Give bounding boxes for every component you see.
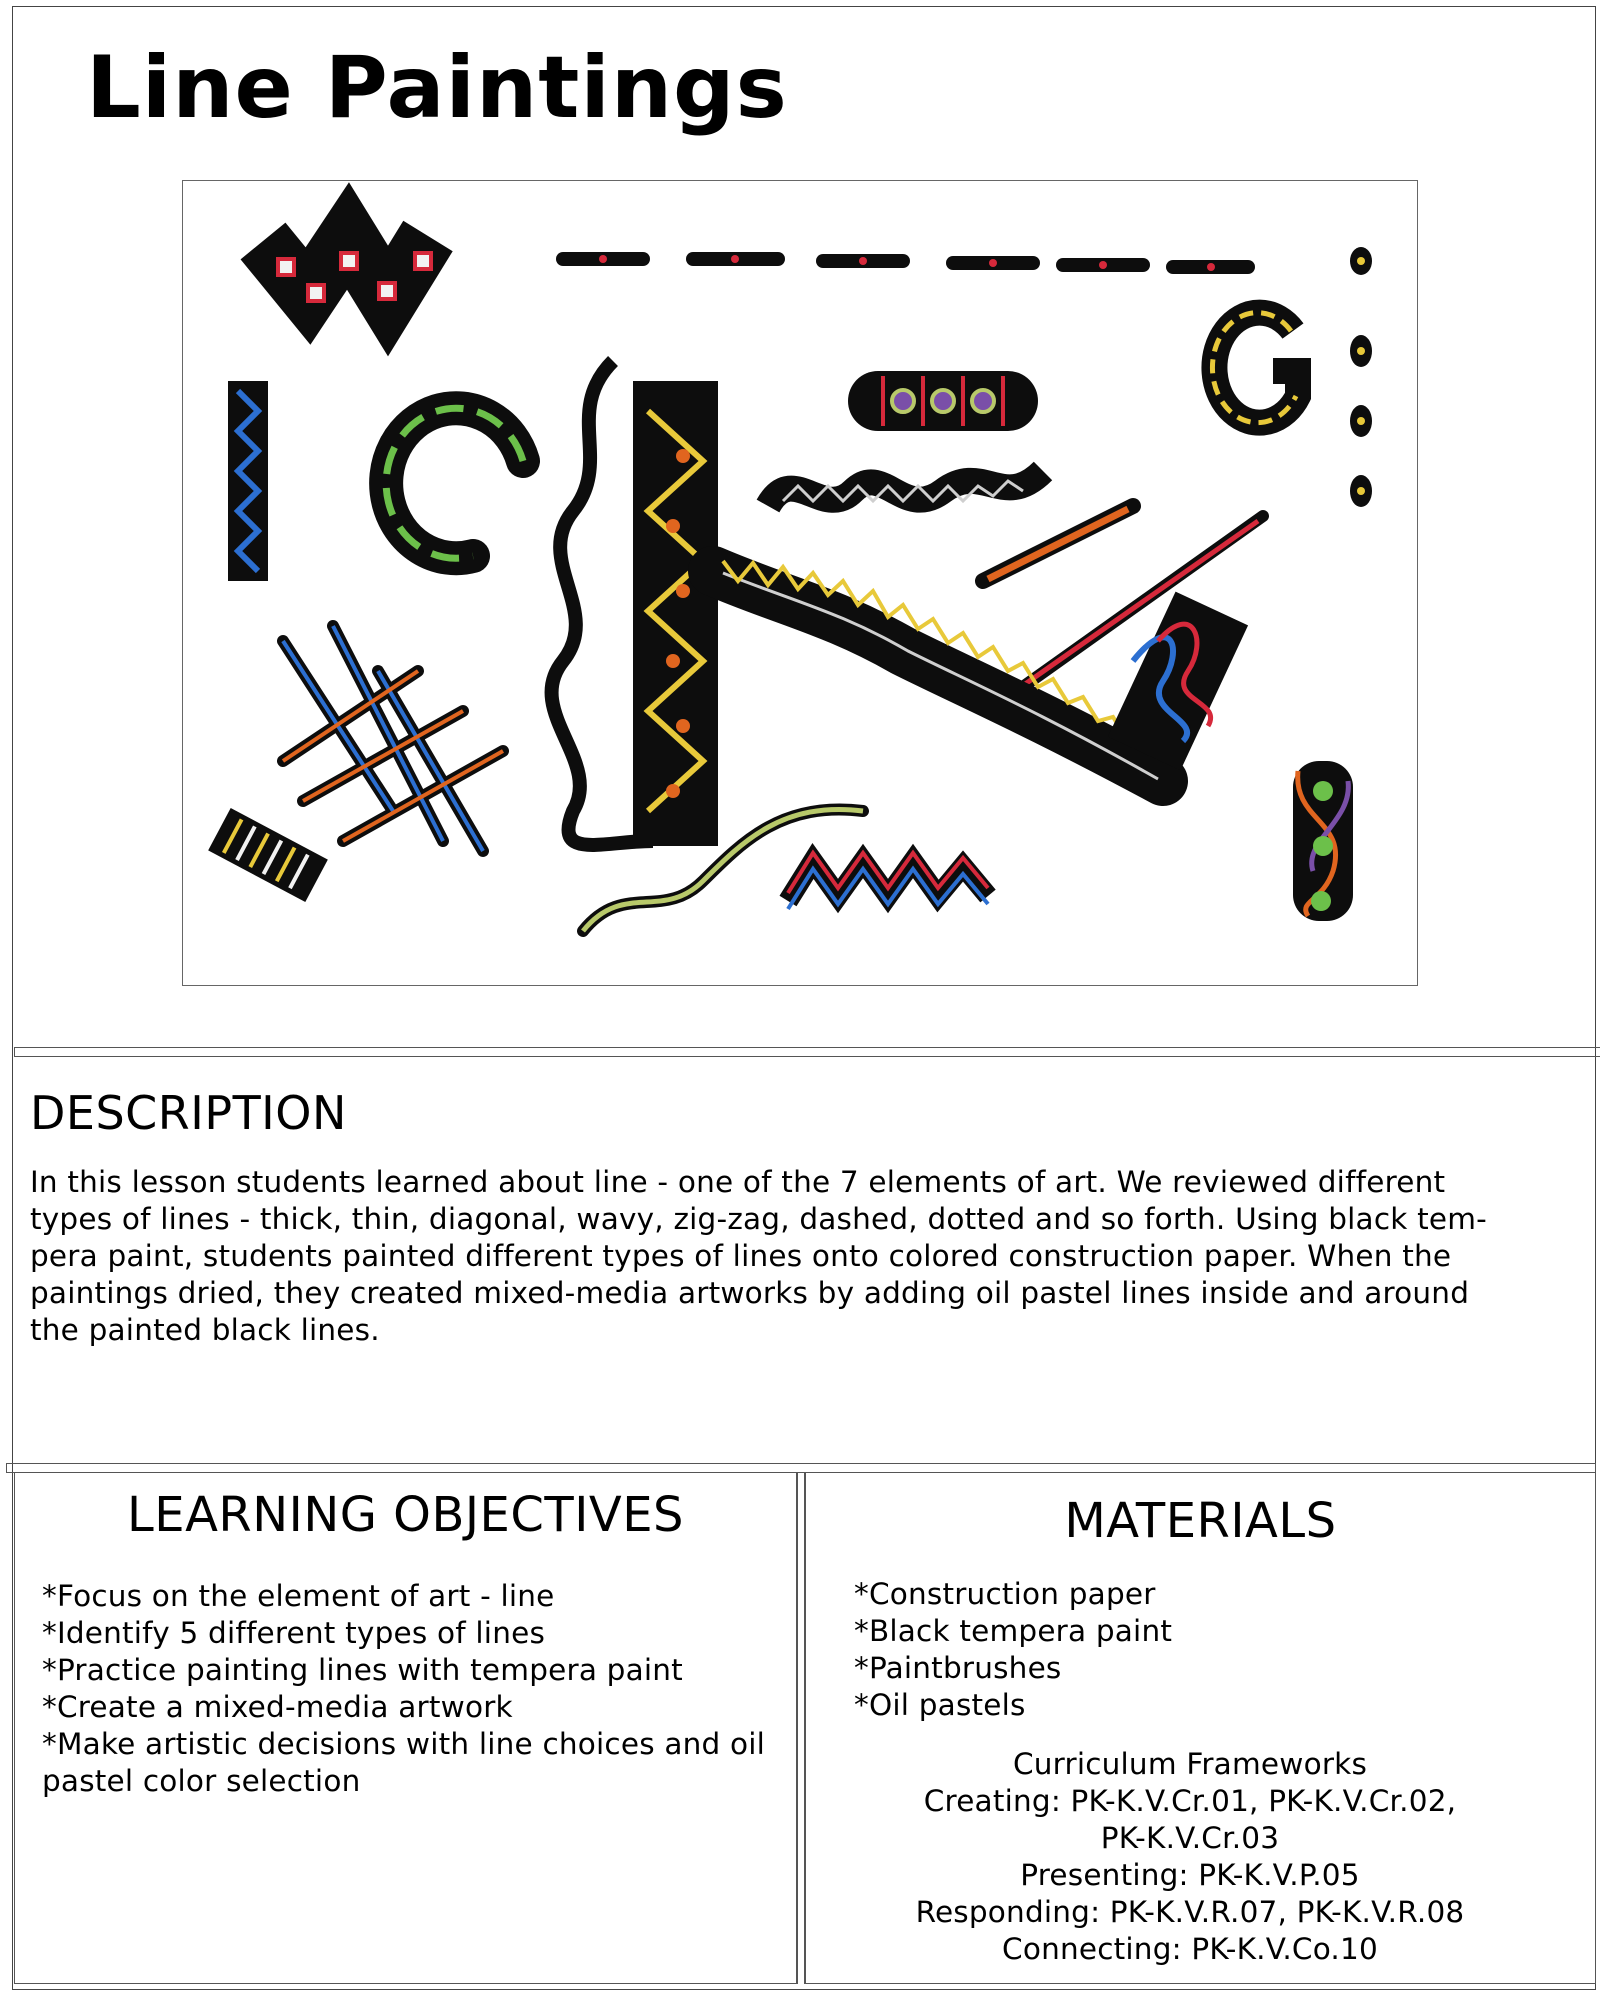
list-item: *Focus on the element of art - line <box>42 1579 555 1613</box>
artwork-photo <box>182 180 1418 986</box>
curriculum-line: Responding: PK-K.V.R.07, PK-K.V.R.08 <box>915 1895 1465 1929</box>
column-divider <box>797 1472 805 1984</box>
list-item: *Practice painting lines with tempera paint <box>42 1653 683 1687</box>
list-item: *Oil pastels <box>854 1688 1026 1722</box>
paint-line-artwork <box>183 181 1416 984</box>
list-item: *Identify 5 different types of lines <box>42 1616 546 1650</box>
curriculum-line: PK-K.V.Cr.03 <box>1100 1821 1280 1855</box>
curriculum-title: Curriculum Frameworks <box>1012 1747 1368 1781</box>
description-line: pera paint, students painted different types of lines onto colored construction paper. When the <box>30 1239 1452 1273</box>
list-item: *Paintbrushes <box>854 1651 1062 1685</box>
list-item: pastel color selection <box>42 1764 361 1798</box>
curriculum-line: Presenting: PK-K.V.P.05 <box>1020 1858 1360 1892</box>
description-line: types of lines - thick, thin, diagonal, wavy, zig-zag, dashed, dotted and so forth. Using black tem- <box>30 1202 1488 1236</box>
materials-list <box>854 1576 1554 1724</box>
description-line: In this lesson students learned about line - one of the 7 elements of art. We reviewed different <box>30 1165 1446 1199</box>
list-item: *Create a mixed-media artwork <box>42 1690 513 1724</box>
list-item: *Make artistic decisions with line choices and oil <box>42 1727 766 1761</box>
list-item: *Black tempera paint <box>854 1614 1173 1648</box>
curriculum-line: Connecting: PK-K.V.Co.10 <box>1002 1932 1378 1966</box>
list-item: *Construction paper <box>854 1577 1156 1611</box>
curriculum-line: Creating: PK-K.V.Cr.01, PK-K.V.Cr.02, <box>923 1784 1457 1818</box>
objectives-heading: LEARNING OBJECTIVES <box>127 1487 684 1543</box>
description-text <box>30 1164 1570 1349</box>
description-line: the painted black lines. <box>30 1313 380 1347</box>
page-title: Line Paintings <box>86 38 788 138</box>
description-heading: DESCRIPTION <box>30 1086 347 1140</box>
curriculum-frameworks <box>805 1746 1575 1968</box>
section-divider <box>14 1047 1600 1057</box>
zigzag-column <box>633 381 718 846</box>
materials-heading: MATERIALS <box>1064 1493 1337 1549</box>
objectives-list <box>42 1578 792 1800</box>
description-line: paintings dried, they created mixed-media artworks by adding oil pastel lines inside and around <box>30 1276 1470 1310</box>
